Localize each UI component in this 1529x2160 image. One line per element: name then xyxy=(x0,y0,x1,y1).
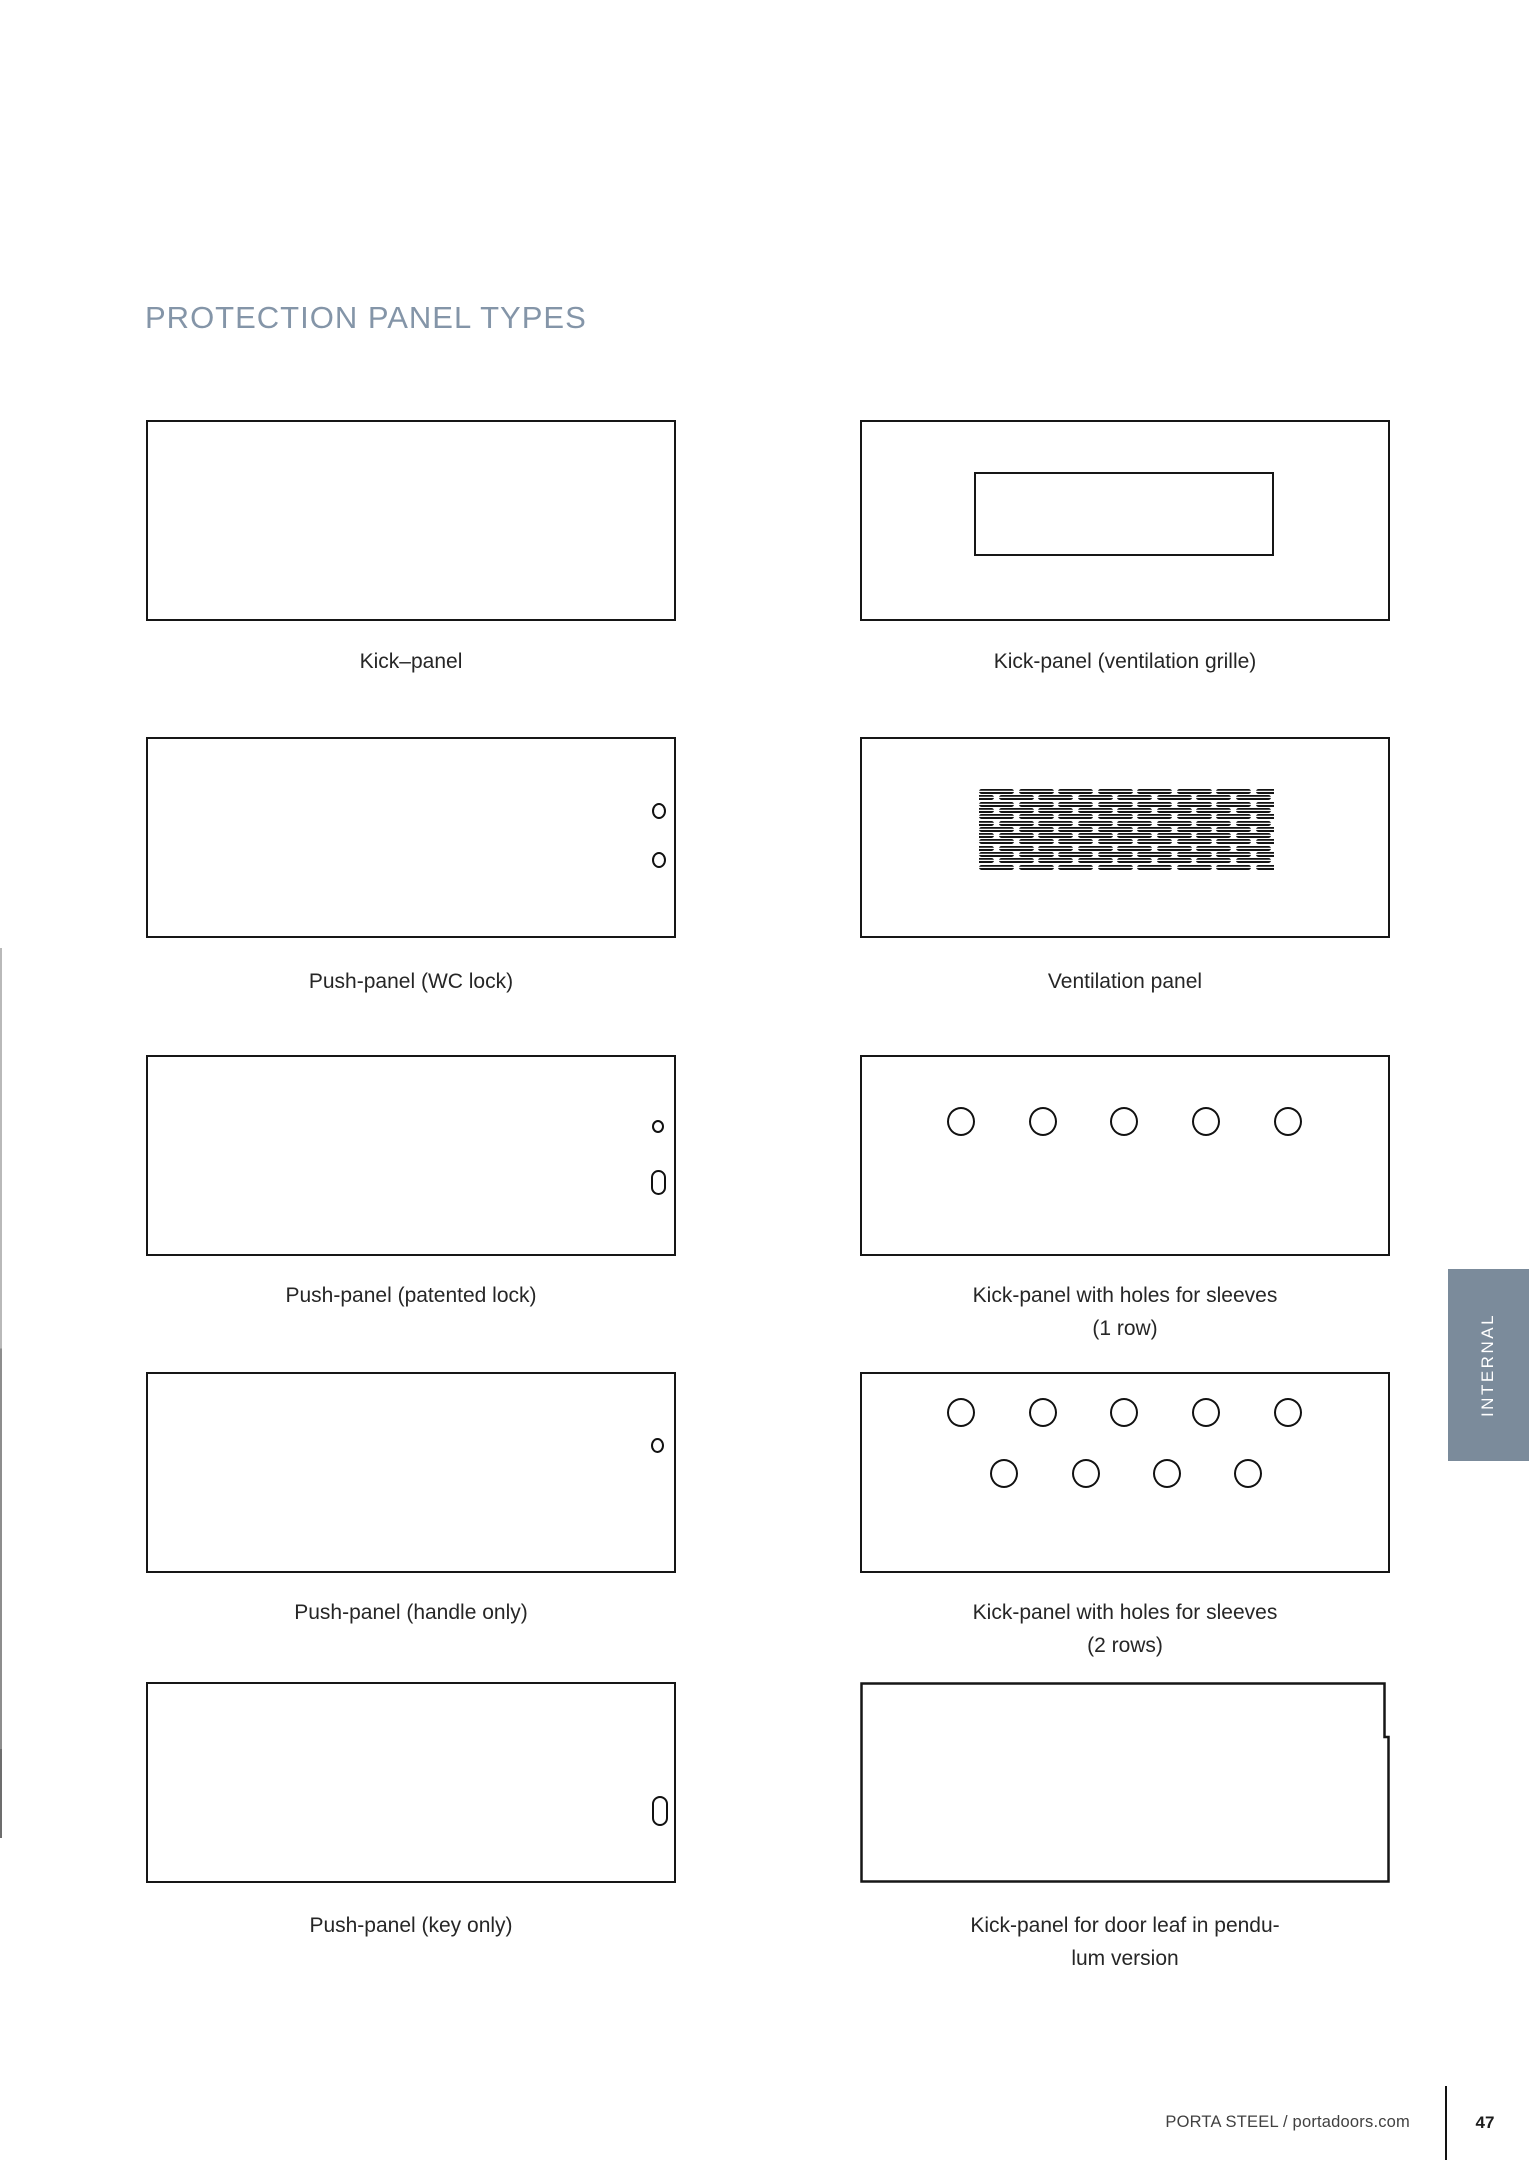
grille-slat xyxy=(1256,814,1275,819)
panel-caption xyxy=(146,645,676,678)
panel-caption xyxy=(860,1909,1390,1975)
grille-slat xyxy=(1098,827,1133,832)
grille-slat xyxy=(1038,858,1073,863)
grille-slat xyxy=(1117,833,1152,838)
grille-slat xyxy=(979,808,994,813)
grille-slat xyxy=(1137,852,1172,857)
grille-slat xyxy=(999,846,1034,851)
panel-push-patented-lock xyxy=(146,1055,676,1256)
grille-slat xyxy=(1117,821,1152,826)
patented-lock-keyhole xyxy=(651,1170,666,1195)
caption-line: Ventilation panel xyxy=(1047,970,1203,993)
handle-hole xyxy=(651,1438,664,1453)
sleeve-hole xyxy=(1029,1398,1057,1427)
sleeve-hole xyxy=(1110,1107,1138,1136)
grille-slat xyxy=(1196,846,1231,851)
grille-slat xyxy=(1236,846,1271,851)
caption-line: Kick-panel for door leaf in pendu- xyxy=(970,1914,1280,1937)
panel-kick-ventilation-grille xyxy=(860,420,1390,621)
grille-slat xyxy=(1157,833,1192,838)
panel-ventilation xyxy=(860,737,1390,938)
grille-slat xyxy=(1137,839,1172,844)
panel-push-key-only xyxy=(146,1682,676,1883)
grille-slat xyxy=(1157,821,1192,826)
wc-lock-hole xyxy=(652,852,666,868)
pendulum-panel-shape xyxy=(862,1684,1389,1882)
grille-slat xyxy=(979,865,1014,870)
grille-slat xyxy=(1196,808,1231,813)
grille-slat xyxy=(1216,802,1251,807)
grille-slat xyxy=(1256,865,1275,870)
grille-slat xyxy=(1196,858,1231,863)
grille-slat xyxy=(1078,808,1113,813)
grille-slat xyxy=(1019,852,1054,857)
sleeve-hole xyxy=(1234,1459,1262,1488)
grille-slat xyxy=(1098,789,1133,794)
grille-slat xyxy=(1196,795,1231,800)
grille-slat xyxy=(1117,846,1152,851)
caption-line: Kick-panel with holes for sleeves xyxy=(972,1284,1278,1307)
grille-slat xyxy=(1177,789,1212,794)
grille-slat xyxy=(1157,808,1192,813)
grille-slat xyxy=(999,795,1034,800)
grille-slat xyxy=(1236,808,1271,813)
panel-caption xyxy=(860,1279,1390,1345)
grille-slat xyxy=(1177,827,1212,832)
grille-slat xyxy=(1236,795,1271,800)
grille-slat xyxy=(1157,795,1192,800)
grille-slat xyxy=(979,846,994,851)
sleeve-hole xyxy=(1192,1107,1220,1136)
footer-divider xyxy=(1445,2086,1447,2160)
grille-slat xyxy=(1117,858,1152,863)
grille-slat xyxy=(1216,814,1251,819)
patented-lock-cylinder-hole xyxy=(652,1120,664,1133)
caption-line: Kick–panel xyxy=(359,650,463,673)
grille-slat xyxy=(1117,808,1152,813)
grille-slat xyxy=(1216,852,1251,857)
grille-slat xyxy=(1137,827,1172,832)
grille-slat xyxy=(1098,852,1133,857)
sleeve-hole xyxy=(990,1459,1018,1488)
grille-slat xyxy=(1256,839,1275,844)
sleeve-hole xyxy=(1192,1398,1220,1427)
grille-slat xyxy=(1058,852,1093,857)
grille-slat xyxy=(1078,821,1113,826)
grille-slat xyxy=(1078,846,1113,851)
grille-slat xyxy=(1137,789,1172,794)
sleeve-hole xyxy=(1274,1398,1302,1427)
panel-kick-pendulum xyxy=(860,1682,1390,1883)
panel-caption xyxy=(146,1279,676,1312)
caption-line: Push-panel (patented lock) xyxy=(285,1284,537,1307)
grille-slat xyxy=(1157,858,1192,863)
footer-brand: PORTA STEEL / portadoors.com xyxy=(1165,2113,1410,2131)
sleeve-hole xyxy=(1153,1459,1181,1488)
grille-slat xyxy=(1196,821,1231,826)
caption-line: Kick-panel (ventilation grille) xyxy=(993,650,1257,673)
grille-slat xyxy=(1078,833,1113,838)
panel-kick-holes-1-row xyxy=(860,1055,1390,1256)
grille-slat xyxy=(1177,839,1212,844)
side-tab-internal xyxy=(1448,1269,1529,1461)
grille-slat xyxy=(1058,839,1093,844)
grille-slat xyxy=(1137,814,1172,819)
caption-line: Push-panel (handle only) xyxy=(294,1601,528,1624)
keyhole xyxy=(652,1796,668,1826)
grille-slat xyxy=(1256,827,1275,832)
caption-line: Push-panel (WC lock) xyxy=(308,970,514,993)
grille-slat xyxy=(1177,802,1212,807)
page-title: PROTECTION PANEL TYPES xyxy=(145,300,587,335)
grille-slat xyxy=(979,839,1014,844)
page-edge-artifact xyxy=(0,948,2,1838)
sleeve-hole xyxy=(1029,1107,1057,1136)
grille-slat xyxy=(1098,814,1133,819)
grille-slat xyxy=(1078,795,1113,800)
grille-slat xyxy=(1177,865,1212,870)
grille-slat xyxy=(1177,814,1212,819)
panel-kick xyxy=(146,420,676,621)
grille-slat xyxy=(1098,839,1133,844)
grille-slat xyxy=(999,858,1034,863)
footer-page-number: 47 xyxy=(1475,2113,1495,2132)
caption-line: (2 rows) xyxy=(1087,1634,1163,1657)
panel-push-wc-lock xyxy=(146,737,676,938)
grille-slat xyxy=(1038,821,1073,826)
grille-slat xyxy=(1058,814,1093,819)
grille-slat xyxy=(1236,821,1271,826)
grille-slat xyxy=(1117,795,1152,800)
grille-slat xyxy=(1019,814,1054,819)
grille-slat xyxy=(979,821,994,826)
sleeve-hole xyxy=(1110,1398,1138,1427)
sleeve-hole xyxy=(947,1107,975,1136)
grille-slat xyxy=(979,858,994,863)
panel-caption xyxy=(860,965,1390,998)
grille-slat xyxy=(1256,852,1275,857)
grille-slat xyxy=(1137,865,1172,870)
grille-slat xyxy=(979,802,1014,807)
grille-slat xyxy=(1098,802,1133,807)
grille-slat xyxy=(1038,846,1073,851)
grille-slat xyxy=(979,852,1014,857)
caption-line: (1 row) xyxy=(1092,1317,1158,1340)
grille-slat xyxy=(1058,827,1093,832)
grille-slat xyxy=(1058,802,1093,807)
panel-caption xyxy=(146,1909,676,1942)
grille-slat xyxy=(979,827,1014,832)
sleeve-hole xyxy=(947,1398,975,1427)
grille-slat xyxy=(1236,833,1271,838)
sleeve-hole xyxy=(1274,1107,1302,1136)
grille-slat xyxy=(1019,865,1054,870)
grille-slat xyxy=(1098,865,1133,870)
grille-slat xyxy=(979,814,1014,819)
grille-slat xyxy=(1137,802,1172,807)
grille-slat xyxy=(1216,827,1251,832)
grille-slat xyxy=(1058,789,1093,794)
grille-slat xyxy=(1038,808,1073,813)
grille-slat xyxy=(1256,802,1275,807)
panel-caption xyxy=(860,645,1390,678)
grille-slats xyxy=(979,789,1274,870)
grille-slat xyxy=(1019,839,1054,844)
grille-slat xyxy=(999,833,1034,838)
grille-slat xyxy=(999,808,1034,813)
grille-slat xyxy=(1019,827,1054,832)
grille-slat xyxy=(999,821,1034,826)
grille-slat xyxy=(1236,858,1271,863)
wc-lock-hole xyxy=(652,803,666,819)
grille-slat xyxy=(1216,839,1251,844)
grille-slat xyxy=(1058,865,1093,870)
grille-slat xyxy=(1177,852,1212,857)
grille-slat xyxy=(1256,789,1275,794)
caption-line: Push-panel (key only) xyxy=(309,1914,513,1937)
grille-slat xyxy=(1078,858,1113,863)
grille-slat xyxy=(1019,802,1054,807)
grille-slat xyxy=(1038,795,1073,800)
side-tab-label: INTERNAL xyxy=(1478,1312,1498,1418)
panel-caption xyxy=(146,1596,676,1629)
grille-slat xyxy=(979,833,994,838)
grille-slat xyxy=(1019,789,1054,794)
panel-caption xyxy=(146,965,676,998)
panel-kick-holes-2-rows xyxy=(860,1372,1390,1573)
grille-slat xyxy=(1157,846,1192,851)
ventilation-grille-opening xyxy=(974,472,1274,556)
caption-line: lum version xyxy=(1071,1947,1179,1970)
grille-slat xyxy=(1216,865,1251,870)
grille-slat xyxy=(979,795,994,800)
grille-slat xyxy=(1038,833,1073,838)
panel-caption xyxy=(860,1596,1390,1662)
caption-line: Kick-panel with holes for sleeves xyxy=(972,1601,1278,1624)
sleeve-hole xyxy=(1072,1459,1100,1488)
panel-push-handle-only xyxy=(146,1372,676,1573)
grille-slat xyxy=(1216,789,1251,794)
grille-slat xyxy=(979,789,1014,794)
grille-slat xyxy=(1196,833,1231,838)
